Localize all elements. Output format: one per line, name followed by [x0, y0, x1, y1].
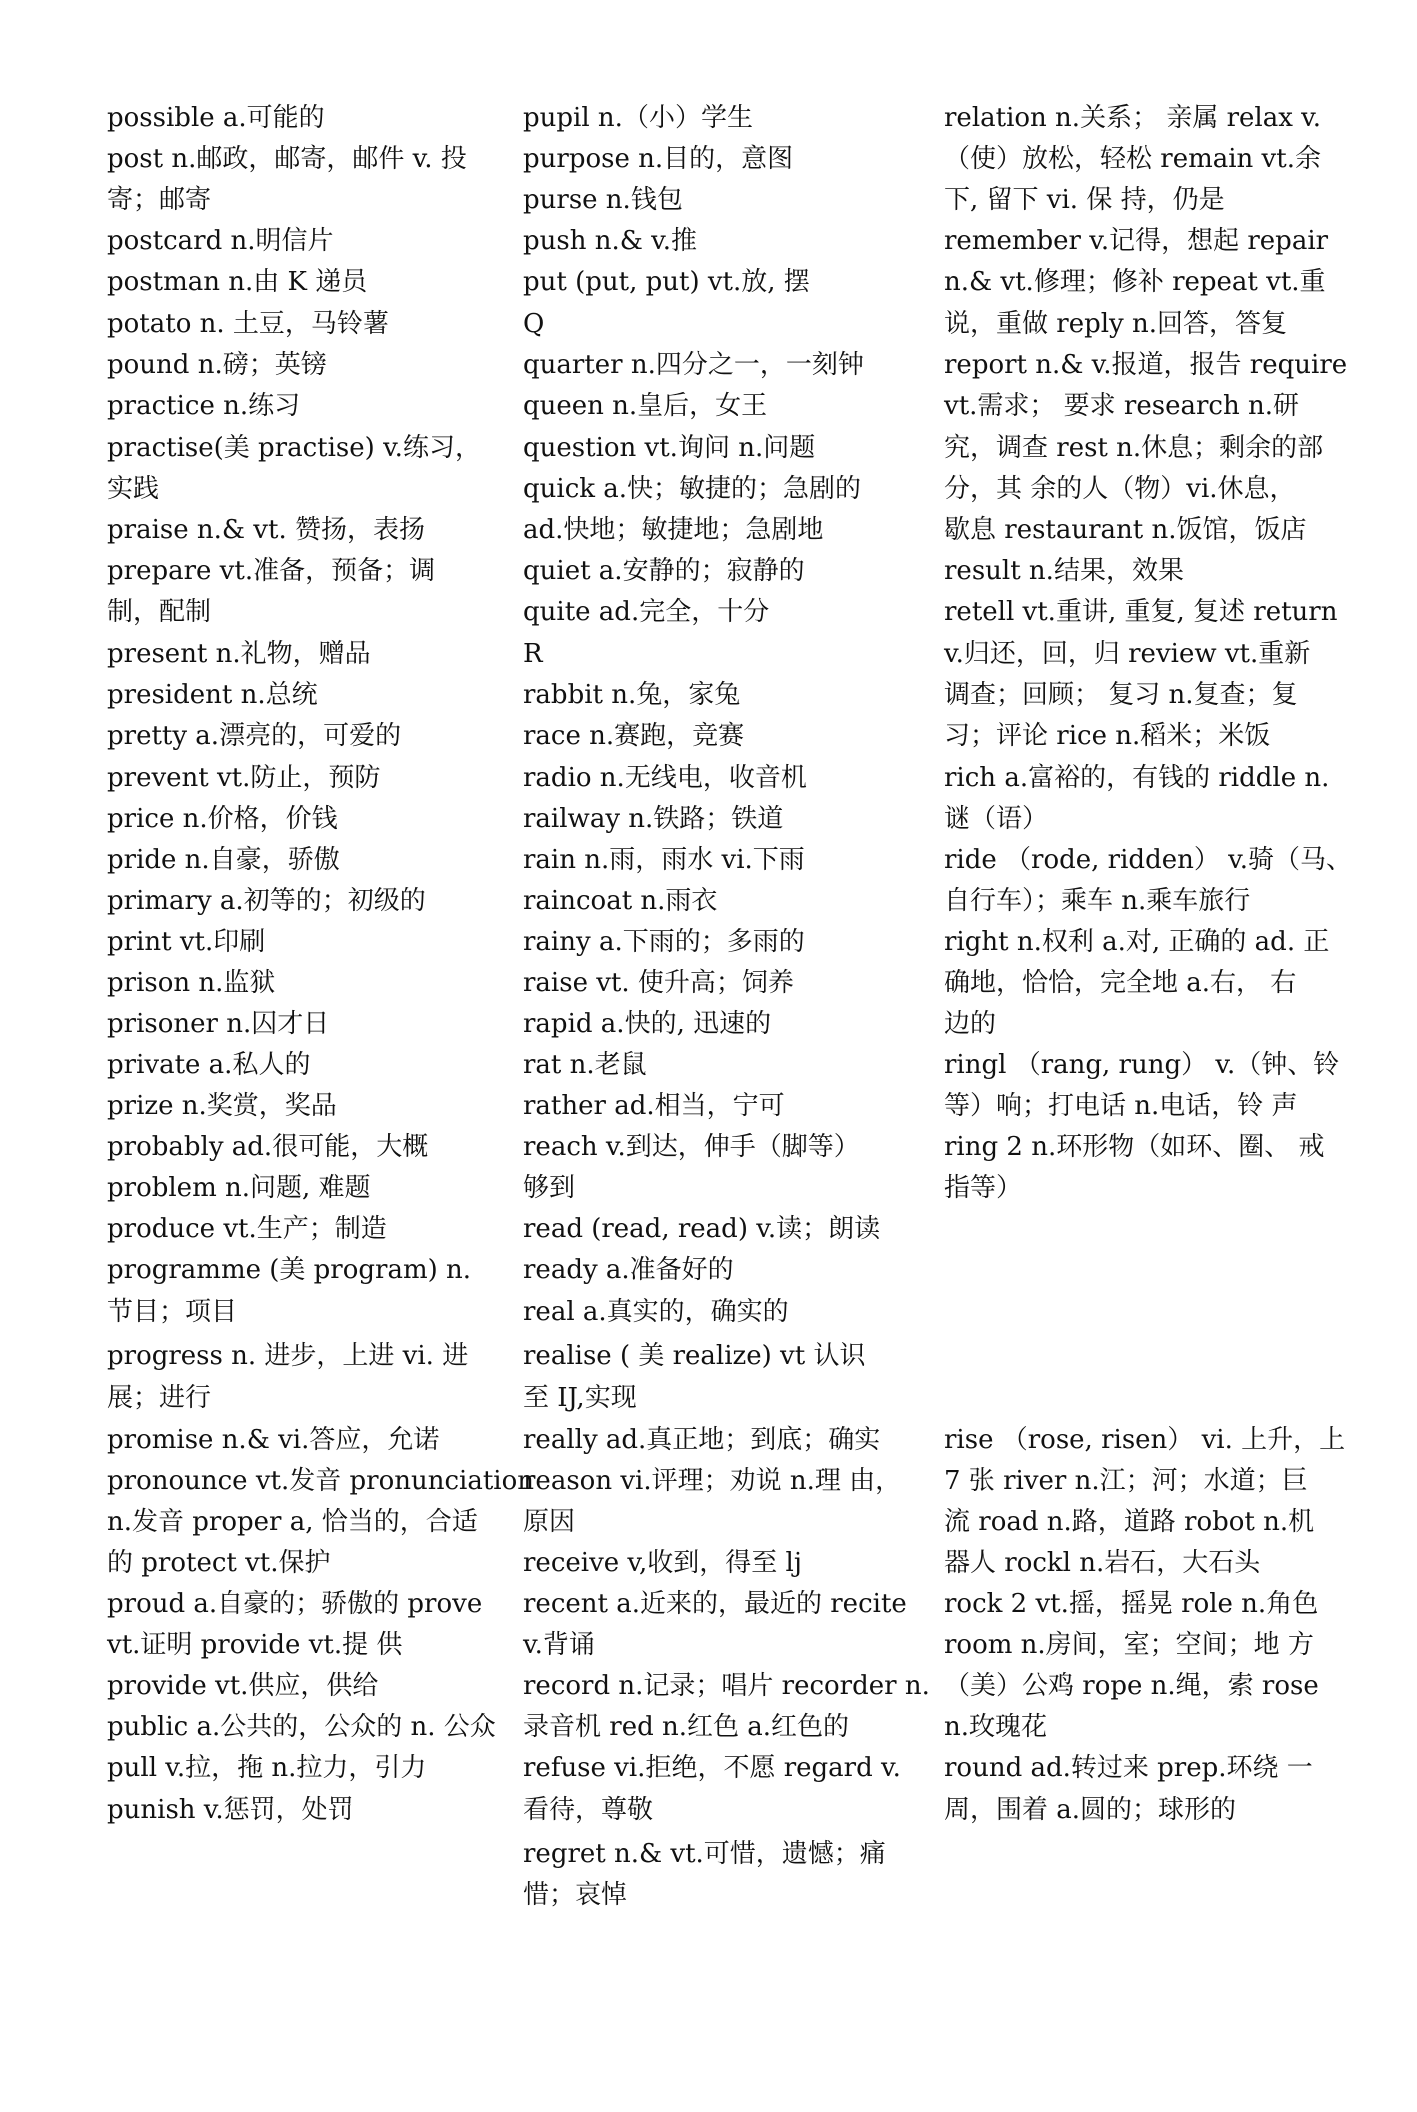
entry-line: read (read, read) v.读；朗读 [523, 1214, 881, 1244]
entry-line: public a.公共的，公众的 n. 公众 [107, 1712, 496, 1742]
entry-line: receive v,收到，得至 lj [523, 1548, 802, 1578]
entry-line: ad.快地；敏捷地；急剧地 [523, 515, 824, 545]
entry-line: （使）放松，轻松 remain vt.余 [944, 144, 1321, 174]
entry-line: progress n. 进步，上进 vi. 进 [107, 1341, 469, 1371]
entry-line: 够到 [523, 1173, 576, 1203]
entry-line: vt.需求； 要求 research n.研 [944, 391, 1299, 421]
entry-line: right n.权利 a.对, 正确的 ad. 正 [944, 927, 1330, 957]
entry-line: 等）响；打电话 n.电话，铃 声 [944, 1091, 1298, 1121]
entry-line: vt.证明 provide vt.提 供 [107, 1630, 403, 1660]
entry-line: recent a.近来的，最近的 recite [523, 1589, 907, 1619]
entry-line: quite ad.完全，十分 [523, 597, 770, 627]
entry-line: 流 road n.路，道路 robot n.机 [944, 1507, 1315, 1537]
entry-line: record n.记录；唱片 recorder n. [523, 1671, 930, 1701]
entry-line: report n.& v.报道，报告 require [944, 350, 1348, 380]
entry-line: possible a.可能的 [107, 103, 325, 133]
entry-line: n.& vt.修理；修补 repeat vt.重 [944, 267, 1326, 297]
entry-line: 说，重做 reply n.回答，答复 [944, 309, 1288, 339]
entry-line: 周，围着 a.圆的；球形的 [944, 1795, 1237, 1825]
entry-line: 节目；项目 [107, 1297, 238, 1327]
entry-line: real a.真实的，确实的 [523, 1297, 789, 1327]
entry-line: 调查；回顾； 复习 n.复查；复 [944, 680, 1298, 710]
entry-line: realise ( 美 realize) vt 认识 [523, 1341, 866, 1371]
entry-line: purpose n.目的，意图 [523, 144, 794, 174]
entry-line: rock 2 vt.摇，摇晃 role n.角色 [944, 1589, 1319, 1619]
entry-line: 看待，尊敬 [523, 1795, 654, 1825]
entry-line: radio n.无线电，收音机 [523, 763, 807, 793]
entry-line: quick a.快；敏捷的；急剧的 [523, 474, 862, 504]
entry-line: 边的 [944, 1009, 997, 1039]
entry-line: 自行车）；乘车 n.乘车旅行 [944, 886, 1251, 916]
entry-line: 实践 [107, 474, 160, 504]
entry-line: refuse vi.拒绝，不愿 regard v. [523, 1753, 901, 1783]
entry-line: prevent vt.防止，预防 [107, 763, 381, 793]
entry-line: 7 张 river n.江；河；水道；巨 [944, 1466, 1308, 1496]
entry-line: raise vt. 使升高；饲养 [523, 968, 794, 998]
entry-line: queen n.皇后，女王 [523, 391, 768, 421]
entry-line: present n.礼物，赠品 [107, 639, 371, 669]
entry-line: really ad.真正地；到底；确实 [523, 1425, 881, 1455]
entry-line: race n.赛跑，竞赛 [523, 721, 745, 751]
entry-line: 确地，恰恰，完全地 a.右， 右 [944, 968, 1297, 998]
entry-line: 习；评论 rice n.稻米；米饭 [944, 721, 1271, 751]
entry-line: pretty a.漂亮的，可爱的 [107, 721, 402, 751]
entry-line: pronounce vt.发音 pronunciation [107, 1466, 534, 1496]
entry-line: R [523, 639, 543, 669]
entry-line: provide vt.供应，供给 [107, 1671, 379, 1701]
entry-line: push n.& v.推 [523, 226, 698, 256]
entry-line: rapid a.快的, 迅速的 [523, 1009, 772, 1039]
entry-line: 指等） [944, 1173, 1023, 1203]
entry-line: problem n.问题, 难题 [107, 1173, 371, 1203]
entry-line: quarter n.四分之一，一刻钟 [523, 350, 864, 380]
entry-line: room n.房间，室；空间；地 方 [944, 1630, 1314, 1660]
entry-line: punish v.惩罚，处罚 [107, 1795, 354, 1825]
entry-line: prisoner n.囚才日 [107, 1009, 330, 1039]
entry-line: （美）公鸡 rope n.绳，索 rose [944, 1671, 1319, 1701]
entry-line: 原因 [523, 1507, 576, 1537]
entry-line: v.背诵 [523, 1630, 595, 1660]
entry-line: ride （rode, ridden） v.骑（马、 [944, 845, 1352, 875]
entry-line: regret n.& vt.可惜，遗憾；痛 [523, 1839, 886, 1869]
entry-line: private a.私人的 [107, 1050, 311, 1080]
entry-line: n.玫瑰花 [944, 1712, 1048, 1742]
entry-line: postcard n.明信片 [107, 226, 334, 256]
entry-line: ready a.准备好的 [523, 1255, 734, 1285]
entry-line: 下, 留下 vi. 保 持，仍是 [944, 185, 1225, 215]
entry-line: pound n.磅；英镑 [107, 350, 327, 380]
entry-line: practise(美 practise) v.练习， [107, 433, 481, 463]
entry-line: prison n.监狱 [107, 968, 276, 998]
entry-line: purse n.钱包 [523, 185, 683, 215]
entry-line: primary a.初等的；初级的 [107, 886, 426, 916]
entry-line: price n.价格，价钱 [107, 804, 338, 834]
entry-line: print vt.印刷 [107, 927, 266, 957]
entry-line: rabbit n.兔，家兔 [523, 680, 741, 710]
entry-line: reason vi.评理；劝说 n.理 由， [523, 1466, 902, 1496]
entry-line: promise n.& vi.答应，允诺 [107, 1425, 440, 1455]
entry-line: reach v.到达，伸手（脚等） [523, 1132, 860, 1162]
entry-line: 分，其 余的人（物）vi.休息， [944, 474, 1296, 504]
entry-line: potato n. 土豆，马铃薯 [107, 309, 389, 339]
entry-line: quiet a.安静的；寂静的 [523, 556, 805, 586]
entry-line: round ad.转过来 prep.环绕 一 [944, 1753, 1313, 1783]
entry-line: result n.结果，效果 [944, 556, 1184, 586]
entry-line: question vt.询问 n.问题 [523, 433, 816, 463]
entry-line: pull v.拉，拖 n.拉力，引力 [107, 1753, 427, 1783]
entry-line: 至 IJ,实现 [523, 1383, 637, 1413]
entry-line: 歇息 restaurant n.饭馆，饭店 [944, 515, 1307, 545]
entry-line: rather ad.相当，宁可 [523, 1091, 785, 1121]
entry-line: raincoat n.雨衣 [523, 886, 718, 916]
entry-line: 寄；邮寄 [107, 185, 212, 215]
entry-line: rich a.富裕的，有钱的 riddle n. [944, 763, 1330, 793]
entry-line: 制，配制 [107, 597, 212, 627]
entry-line: n.发音 proper a, 恰当的，合适 [107, 1507, 478, 1537]
entry-line: praise n.& vt. 赞扬，表扬 [107, 515, 425, 545]
entry-line: probably ad.很可能，大概 [107, 1132, 429, 1162]
entry-line: prepare vt.准备，预备；调 [107, 556, 436, 586]
entry-line: president n.总统 [107, 680, 318, 710]
entry-line: remember v.记得，想起 repair [944, 226, 1329, 256]
entry-line: 的 protect vt.保护 [107, 1548, 331, 1578]
entry-line: ringl （rang, rung） v.（钟、铃 [944, 1050, 1340, 1080]
entry-line: prize n.奖赏，奖品 [107, 1091, 337, 1121]
entry-line: practice n.练习 [107, 391, 301, 421]
entry-line: 谜（语） [944, 804, 1049, 834]
entry-line: railway n.铁路；铁道 [523, 804, 784, 834]
entry-line: rain n.雨，雨水 vi.下雨 [523, 845, 805, 875]
entry-line: rat n.老鼠 [523, 1050, 647, 1080]
entry-line: 展；进行 [107, 1383, 212, 1413]
entry-line: postman n.由 K 递员 [107, 267, 368, 297]
entry-line: ring 2 n.环形物（如环、圈、 戒 [944, 1132, 1325, 1162]
entry-line: programme (美 program) n. [107, 1255, 472, 1285]
entry-line: produce vt.生产；制造 [107, 1214, 387, 1244]
entry-line: rise （rose, risen） vi. 上升，上 [944, 1425, 1346, 1455]
entry-line: Q [523, 309, 545, 339]
entry-line: 器人 rockl n.岩石，大石头 [944, 1548, 1261, 1578]
entry-line: v.归还，回，归 review vt.重新 [944, 639, 1311, 669]
entry-line: post n.邮政，邮寄，邮件 v. 投 [107, 144, 467, 174]
entry-line: proud a.自豪的；骄傲的 prove [107, 1589, 483, 1619]
entry-line: rainy a.下雨的；多雨的 [523, 927, 805, 957]
entry-line: pride n.自豪，骄傲 [107, 845, 340, 875]
entry-line: put (put, put) vt.放, 摆 [523, 267, 810, 297]
entry-line: 录音机 red n.红色 a.红色的 [523, 1712, 850, 1742]
entry-line: retell vt.重讲, 重复, 复述 return [944, 597, 1338, 627]
entry-line: 究，调查 rest n.休息；剩余的部 [944, 433, 1324, 463]
entry-line: pupil n.（小）学生 [523, 103, 753, 133]
entry-line: relation n.关系； 亲属 relax v. [944, 103, 1322, 133]
entry-line: 惜；哀悼 [523, 1880, 628, 1910]
